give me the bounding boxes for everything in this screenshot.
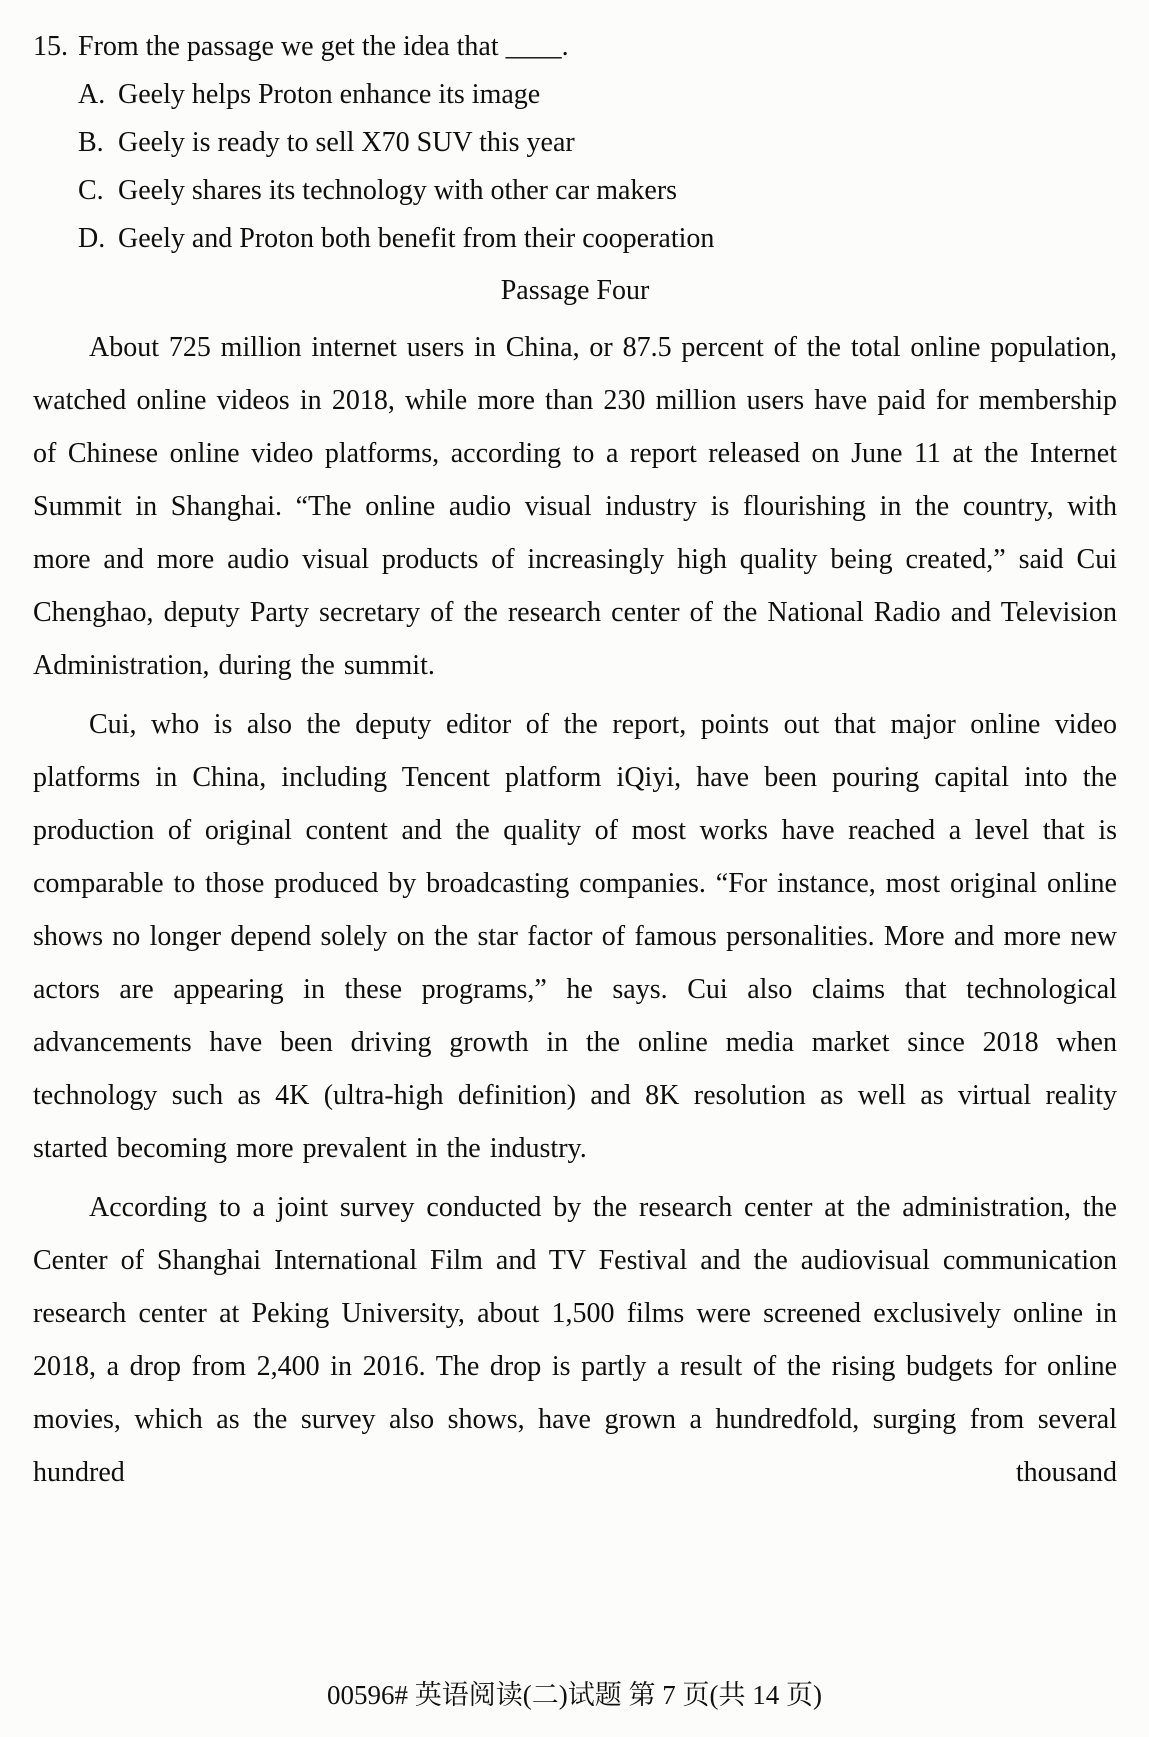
option-d-label: D. — [78, 223, 106, 254]
option-a — [33, 71, 1117, 119]
options-list — [33, 71, 1117, 263]
option-c-text: Geely shares its technology with other car makers — [118, 175, 678, 206]
question-15 — [33, 22, 1117, 71]
option-c-label: C. — [78, 175, 104, 206]
option-b — [33, 119, 1117, 167]
option-b-label: B. — [78, 127, 104, 158]
option-d — [33, 215, 1117, 263]
option-a-label: A. — [78, 79, 106, 110]
passage-title: Passage Four — [500, 275, 650, 306]
answer-blank: ____ — [505, 31, 562, 62]
passage-paragraph-2: Cui, who is also the deputy editor of the report, points out that major online video platforms in China, including Tencent platform iQiyi, have been pouring capital into the production of original content and the quality of most works have reached a level that is comparable to those produced by broadcasting companies. “For instance, most original online shows no longer depend solely on the star factor of famous personalities. More and more new actors are appearing in these programs,” he says. Cui also claims that technological advancements have been driving growth in the online media market since 2018 when technology such as 4K (ultra-high definition) and 8K resolution as well as virtual reality started becoming more prevalent in the industry. — [33, 709, 1117, 1164]
question-number: 15. — [33, 31, 68, 62]
option-a-text: Geely helps Proton enhance its image — [118, 79, 541, 110]
question-stem: From the passage we get the idea that — [78, 31, 499, 62]
option-c — [33, 167, 1117, 215]
page-footer: 00596# 英语阅读(二)试题 第 7 页(共 14 页) — [327, 1680, 822, 1710]
passage-paragraph-3: According to a joint survey conducted by the research center at the administration, the Center of Shanghai International Film and TV Festival and the audiovisual communication research center at Peking University, about 1,500 films were screened exclusively online in 2018, a drop from 2,400 in 2016. The drop is partly a result of the rising budgets for online movies, which as the survey also shows, have grown a hundredfold, surging from several hundred thousand — [33, 1192, 1117, 1488]
passage-paragraph-1: About 725 million internet users in China, or 87.5 percent of the total online population, watched online videos in 2018, while more than 230 million users have paid for membership of Chinese online video platforms, according to a report released on June 11 at the Internet Summit in Shanghai. “The online audio visual industry is flourishing in the country, with more and more audio visual products of increasingly high quality being created,” said Cui Chenghao, deputy Party secretary of the research center of the National Radio and Television Administration, during the summit. — [33, 332, 1117, 681]
option-d-text: Geely and Proton both benefit from their cooperation — [118, 223, 715, 254]
exam-page — [33, 22, 1117, 1710]
option-b-text: Geely is ready to sell X70 SUV this year — [118, 127, 575, 158]
question-stem-period: . — [561, 31, 569, 62]
